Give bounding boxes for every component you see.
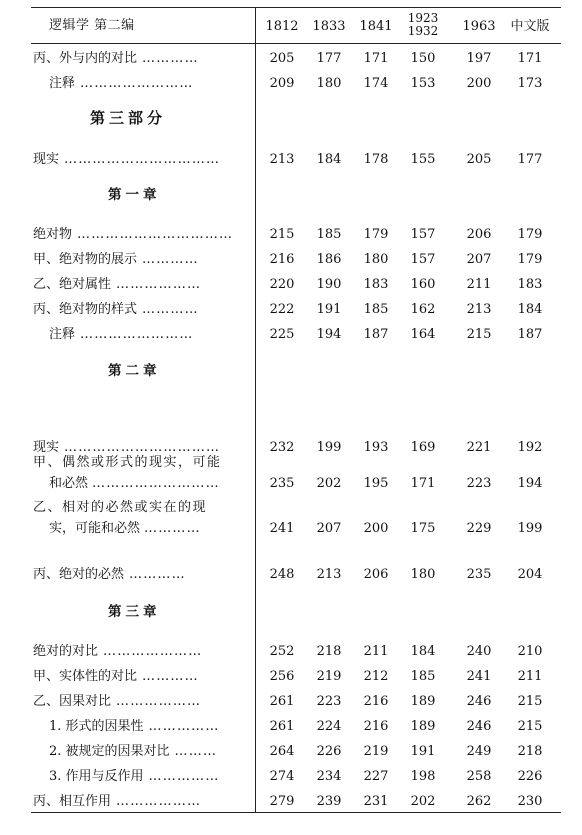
leader-dots: …………… [148, 719, 220, 734]
page-number-cell: 162 [410, 302, 436, 317]
entry-label-line [33, 151, 220, 168]
entry-label-line [33, 566, 186, 583]
column-header-2: 1833 [312, 19, 346, 34]
page-number-cell: 185 [316, 227, 342, 242]
page-number-cell: 262 [466, 794, 492, 809]
page-number-cell: 180 [410, 567, 436, 582]
entry-label: 甲、偶然或形式的现实，可能 [33, 455, 222, 470]
page-number-cell: 241 [466, 669, 492, 684]
column-header-1: 1812 [265, 19, 299, 34]
page-number-cell: 157 [410, 252, 436, 267]
page-number-cell: 199 [517, 521, 543, 536]
leader-dots: ……………… [116, 694, 202, 709]
entry-label: 丙、外与内的对比 [33, 51, 138, 66]
page-number-cell: 207 [466, 252, 492, 267]
chapter-heading: 第二章 [108, 363, 161, 379]
page-number-cell: 246 [466, 694, 492, 709]
page-number-cell: 177 [517, 152, 543, 167]
page-number-cell: 215 [517, 694, 543, 709]
entry-label: 丙、相互作用 [33, 794, 112, 809]
page-number-cell: 264 [269, 744, 295, 759]
page-number-cell: 187 [517, 327, 543, 342]
page-number-cell: 231 [363, 794, 389, 809]
page-number-cell: 226 [517, 769, 543, 784]
page-number-cell: 190 [316, 277, 342, 292]
leader-dots: …………………………… [64, 152, 221, 167]
entry-label-continued [49, 520, 201, 537]
part-heading: 第三部分 [90, 109, 167, 127]
page-number-cell: 215 [517, 719, 543, 734]
page-number-cell: 187 [363, 327, 389, 342]
page-number-cell: 200 [363, 521, 389, 536]
page-number-cell: 179 [517, 252, 543, 267]
page-number-cell: 183 [363, 277, 389, 292]
entry-label: 乙、因果对比 [33, 694, 112, 709]
entry-label-line [49, 718, 220, 735]
entry-label: 注释 [49, 76, 76, 91]
page-number-cell: 248 [269, 567, 295, 582]
entry-label: 现实 [33, 152, 60, 167]
entry-label-line [49, 326, 194, 343]
page-number-cell: 222 [269, 302, 295, 317]
page-number-cell: 178 [363, 152, 389, 167]
page-number-cell: 256 [269, 669, 295, 684]
entry-label: 丙、绝对物的样式 [33, 302, 138, 317]
page-number-cell: 180 [363, 252, 389, 267]
page-number-cell: 220 [269, 277, 295, 292]
page-number-cell: 195 [363, 476, 389, 491]
entry-label-line [33, 668, 199, 685]
page-number-cell: 229 [466, 521, 492, 536]
entry-label-line [49, 75, 194, 92]
page-number-cell: 241 [269, 521, 295, 536]
page-number-cell: 227 [363, 769, 389, 784]
page-number-cell: 204 [517, 567, 543, 582]
leader-dots: ………… [142, 302, 199, 317]
page-number-cell: 218 [316, 644, 342, 659]
page-number-cell: 279 [269, 794, 295, 809]
page-number-cell: 185 [363, 302, 389, 317]
entry-label: 乙、相对的必然或实在的现 [33, 500, 208, 515]
page-number-cell: 194 [517, 476, 543, 491]
leader-dots: ………………… [103, 644, 203, 659]
page-number-cell: 177 [316, 51, 342, 66]
leader-dots: …………………… [80, 76, 194, 91]
entry-label: 乙、绝对属性 [33, 277, 112, 292]
page-number-cell: 216 [363, 719, 389, 734]
page-number-cell: 235 [269, 476, 295, 491]
page-number-cell: 179 [363, 227, 389, 242]
page-number-cell: 197 [466, 51, 492, 66]
page-number-cell: 173 [517, 76, 543, 91]
page-number-cell: 213 [466, 302, 492, 317]
page-number-cell: 240 [466, 644, 492, 659]
leader-dots: ………… [129, 567, 186, 582]
page-number-cell: 211 [363, 644, 389, 659]
page-number-cell: 192 [517, 440, 543, 455]
page-number-cell: 223 [316, 694, 342, 709]
page-number-cell: 184 [517, 302, 543, 317]
chapter-heading: 第三章 [108, 604, 161, 620]
page-number-cell: 155 [410, 152, 436, 167]
page-number-cell: 180 [316, 76, 342, 91]
page-number-cell: 189 [410, 694, 436, 709]
page-number-cell: 164 [410, 327, 436, 342]
entry-label-continued [49, 475, 220, 492]
leader-dots: …………………………… [77, 227, 234, 242]
page-number-cell: 249 [466, 744, 492, 759]
page-number-cell: 261 [269, 694, 295, 709]
page-number-cell: 212 [363, 669, 389, 684]
entry-label: 2. 被规定的因果对比 [49, 744, 170, 759]
column-header-6: 中文版 [510, 19, 550, 34]
leader-dots: ………… [144, 521, 201, 536]
page-number-cell: 216 [363, 694, 389, 709]
chapter-heading: 第一章 [108, 187, 161, 203]
entry-label-line [49, 768, 220, 785]
entry-label-line2: 和必然 [49, 476, 89, 491]
page-number-cell: 215 [466, 327, 492, 342]
page-number-cell: 169 [410, 440, 436, 455]
page-number-cell: 246 [466, 719, 492, 734]
leader-dots: ……… [174, 744, 218, 759]
entry-label-line [33, 693, 201, 710]
page-number-cell: 211 [466, 277, 492, 292]
page-number-cell: 183 [517, 277, 543, 292]
entry-label-line2: 实，可能和必然 [49, 521, 141, 536]
page-number-cell: 184 [316, 152, 342, 167]
page-number-cell: 252 [269, 644, 295, 659]
page-number-cell: 235 [466, 567, 492, 582]
column-header-5: 1963 [462, 19, 496, 34]
page-number-cell: 207 [316, 521, 342, 536]
leader-dots: ………… [142, 669, 199, 684]
entry-label: 绝对物 [33, 227, 73, 242]
bottom-rule [31, 812, 561, 813]
page-number-cell: 185 [410, 669, 436, 684]
page-number-cell: 171 [363, 51, 389, 66]
table-title: 逻辑学 第二编 [49, 18, 135, 33]
page-number-cell: 174 [363, 76, 389, 91]
page-number-cell: 160 [410, 277, 436, 292]
entry-label: 现实 [33, 440, 60, 455]
page-number-cell: 209 [269, 76, 295, 91]
entry-label: 甲、实体性的对比 [33, 669, 138, 684]
page-number-cell: 186 [316, 252, 342, 267]
page-number-cell: 179 [517, 227, 543, 242]
page-number-cell: 223 [466, 476, 492, 491]
leader-dots: ………… [142, 252, 199, 267]
page-number-cell: 210 [517, 644, 543, 659]
header-rule [31, 43, 561, 44]
page-number-cell: 202 [316, 476, 342, 491]
page-number-cell: 157 [410, 227, 436, 242]
entry-label: 1. 形式的因果性 [49, 719, 144, 734]
leader-dots: …………………… [80, 327, 194, 342]
page-number-cell: 274 [269, 769, 295, 784]
page-number-cell: 213 [269, 152, 295, 167]
entry-label-line [33, 301, 199, 318]
page-number-cell: 230 [517, 794, 543, 809]
entry-label-line [33, 50, 199, 67]
column-header-4: 1923 1932 [407, 11, 439, 38]
page-number-cell: 206 [466, 227, 492, 242]
page-number-cell: 232 [269, 440, 295, 455]
entry-label-line [33, 793, 201, 810]
page-number-cell: 150 [410, 51, 436, 66]
page-number-cell: 226 [316, 744, 342, 759]
entry-label-line [33, 251, 199, 268]
entry-label-line [33, 276, 201, 293]
page-number-cell: 198 [410, 769, 436, 784]
page-number-cell: 213 [316, 567, 342, 582]
page-number-cell: 189 [410, 719, 436, 734]
leader-dots: …………………………… [64, 440, 221, 455]
page-number-cell: 221 [466, 440, 492, 455]
entry-label-line [33, 643, 202, 660]
page-number-cell: 191 [316, 302, 342, 317]
page-number-cell: 258 [466, 769, 492, 784]
page-number-cell: 199 [316, 440, 342, 455]
page-number-cell: 205 [466, 152, 492, 167]
page-number-cell: 218 [517, 744, 543, 759]
page-number-cell: 193 [363, 440, 389, 455]
leader-dots: ……………… [116, 794, 202, 809]
leader-dots: ………… [142, 51, 199, 66]
leader-dots: ……………… [116, 277, 202, 292]
page-number-cell: 184 [410, 644, 436, 659]
entry-label: 甲、绝对物的展示 [33, 252, 138, 267]
page-number-cell: 175 [410, 521, 436, 536]
page-number-cell: 171 [410, 476, 436, 491]
page-number-cell: 200 [466, 76, 492, 91]
page-number-cell: 211 [517, 669, 543, 684]
column-divider [255, 7, 256, 813]
page-number-cell: 194 [316, 327, 342, 342]
page-number-cell: 171 [517, 51, 543, 66]
entry-label: 注释 [49, 327, 76, 342]
entry-label-line [33, 226, 233, 243]
page-number-cell: 206 [363, 567, 389, 582]
page-number-cell: 215 [269, 227, 295, 242]
page-number-cell: 219 [316, 669, 342, 684]
entry-label: 3. 作用与反作用 [49, 769, 144, 784]
entry-label: 绝对的对比 [33, 644, 99, 659]
page-number-cell: 153 [410, 76, 436, 91]
page-number-cell: 216 [269, 252, 295, 267]
page-number-cell: 224 [316, 719, 342, 734]
entry-label: 丙、绝对的必然 [33, 567, 125, 582]
column-header-3: 1841 [359, 19, 393, 34]
leader-dots: …………… [148, 769, 220, 784]
page-number-cell: 225 [269, 327, 295, 342]
top-rule [31, 7, 561, 8]
entry-label-line [49, 743, 217, 760]
page-number-cell: 202 [410, 794, 436, 809]
page-number-cell: 234 [316, 769, 342, 784]
page-number-cell: 219 [363, 744, 389, 759]
page-number-cell: 205 [269, 51, 295, 66]
page-number-cell: 261 [269, 719, 295, 734]
page-number-cell: 191 [410, 744, 436, 759]
page-number-cell: 239 [316, 794, 342, 809]
leader-dots: ……………………… [92, 476, 220, 491]
